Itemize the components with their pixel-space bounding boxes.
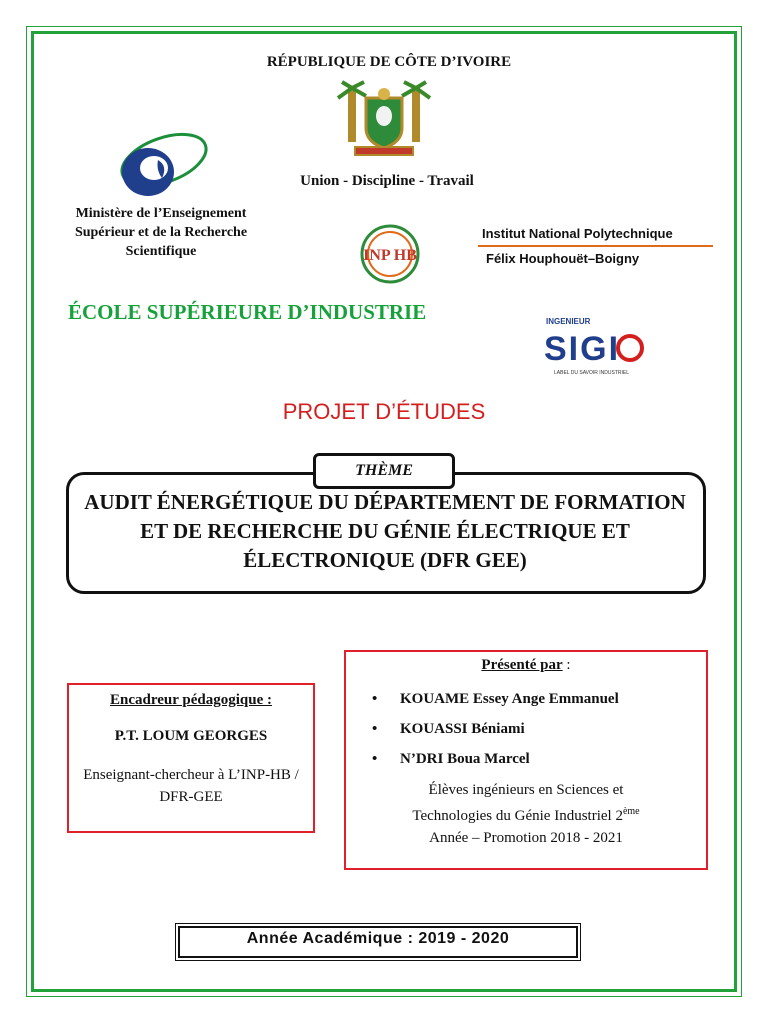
student-item: • KOUASSI Béniami (372, 718, 619, 748)
encadreur-title: Encadreur pédagogique : (110, 692, 272, 708)
document-type: PROJET D’ÉTUDES (282, 399, 486, 424)
coat-of-arms-logo (334, 80, 434, 166)
presente-title-label: Présenté par (481, 657, 563, 673)
students-description-line1: Élèves ingénieurs en Sciences et (428, 782, 624, 798)
theme-title: AUDIT ÉNERGÉTIQUE DU DÉPARTEMENT DE FORMATION ET DE RECHERCHE DU GÉNIE ÉLECTRIQUE ET ÉLECTRONIQUE (DFR GEE) (84, 490, 686, 572)
ministry-logo (112, 130, 212, 204)
sigi-logo-bottom-text: LABEL DU SAVOIR INDUSTRIEL (554, 370, 630, 376)
presente-title (346, 657, 706, 674)
sigi-logo-text: SIGI (544, 330, 621, 368)
encadreur-role: Enseignant-chercheur à L’INP-HB / DFR-GEE (83, 767, 299, 805)
presente-title-colon: : (562, 657, 571, 673)
inp-logo-text: INP HB (363, 247, 417, 264)
inp-hb-logo (350, 222, 430, 286)
sigi-logo-top-text: INGENIEUR (546, 317, 591, 326)
school-name: ÉCOLE SUPÉRIEURE D’INDUSTRIE (68, 300, 427, 324)
ministere-text: Ministère de l’Enseignement Supérieur et de la Recherche Scientifique (74, 206, 248, 259)
students-description-line2 (346, 801, 706, 827)
republique-heading: RÉPUBLIQUE DE CÔTE D’IVOIRE (266, 54, 512, 70)
students-description-sup: ème (622, 806, 640, 817)
inp-divider-line (478, 245, 713, 247)
sigi-logo (536, 310, 668, 390)
annee-academique: Année Académique : 2019 - 2020 (246, 930, 510, 947)
students-description-line3: Année – Promotion 2018 - 2021 (429, 830, 623, 846)
student-item: • N’DRI Boua Marcel (372, 748, 619, 778)
students-list (372, 688, 619, 778)
encadreur-name: P.T. LOUM GEORGES (114, 728, 268, 744)
students-description (346, 779, 706, 849)
students-description-line2-text: Technologies du Génie Industriel 2 (412, 808, 623, 824)
devise-text: Union - Discipline - Travail (300, 173, 474, 189)
theme-label: THÈME (313, 453, 455, 489)
inp-name-line1: Institut National Polytechnique (482, 226, 673, 241)
student-item: • KOUAME Essey Ange Emmanuel (372, 688, 619, 718)
inp-name-line2: Félix Houphouët–Boigny (486, 251, 640, 266)
